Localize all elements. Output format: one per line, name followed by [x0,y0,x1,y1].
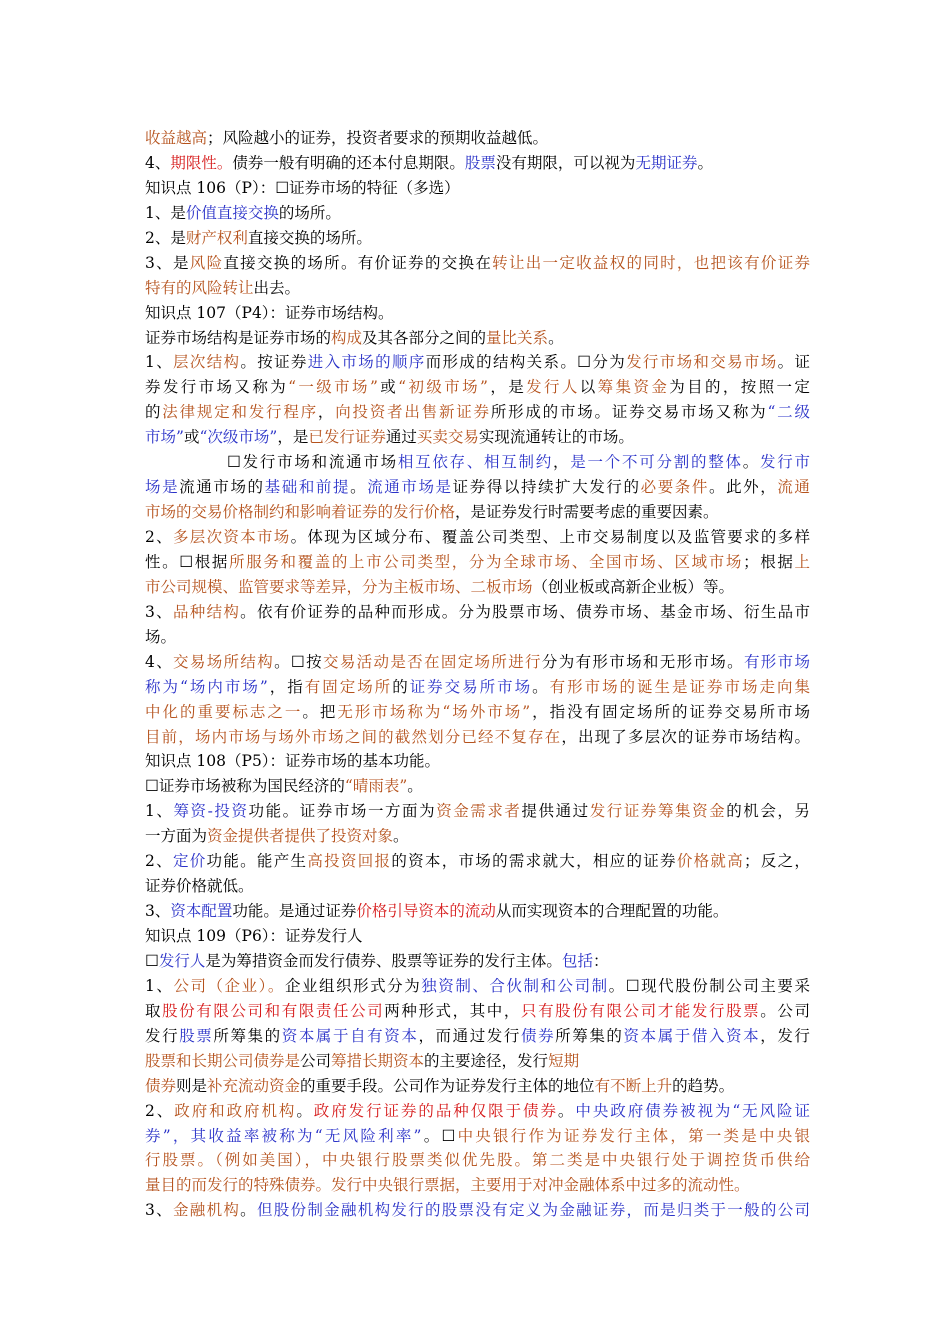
text-line [145,1148,810,1173]
text-segment: 的趋势。 [672,1076,735,1095]
text-segment: 功能。是通过证券 [232,902,357,921]
text-segment: 没有期限，可以视为 [495,153,636,172]
text-segment: 流通市场的 [179,478,265,497]
text-line [145,700,810,725]
text-segment: 财产权利 [185,228,248,247]
text-line [145,176,810,201]
text-segment: 已发行证券 [308,428,386,447]
text-segment: 价格就高 [676,852,745,871]
text-line [145,126,810,151]
text-segment: 2、 [145,528,173,546]
text-line [145,650,810,675]
text-segment: 知识点 109（P6）：证券发行人 [145,927,363,945]
text-line [145,625,810,650]
text-segment: 所形成的市场。证券交易市场又称为 [490,403,768,422]
text-segment: 一方面为 [145,827,208,846]
text-segment: 知识点 106（P）：☐证券市场的特征（多选） [145,178,460,197]
text-segment: ☐ [145,951,159,970]
text-segment: ☐证券市场被称为国民经济的 [145,777,345,796]
text-segment: 分为有形市场和无形市场。 [541,652,744,671]
text-segment: 。公司 [760,1001,810,1020]
text-segment: 。 [240,1201,257,1220]
text-segment: 政府和政府机构 [174,1101,297,1120]
text-segment: 或 [183,428,200,447]
text-segment: 知识点 108（P5）：证券市场的基本功能。 [145,752,441,771]
text-segment: 所筹集的 [213,1026,282,1045]
text-segment: 交易场所结构 [173,652,275,671]
text-segment: 证券交易所市场 [409,677,533,696]
text-segment: 向投资者出售新证券 [335,403,491,422]
text-segment: 有固定场所 [304,677,393,696]
text-segment: 。依有价证券的品种而形成。分为股票市场、债券市场、基金市场、衍生品市 [240,602,810,621]
text-segment: 发行 [145,1026,180,1045]
text-line [145,874,810,899]
text-segment: 法律规定和发行程序 [162,403,318,422]
text-segment: 流通市场是 [367,478,453,497]
text-segment: 3、 [145,902,171,921]
text-segment: 无期证券 [635,153,698,172]
text-segment: 有形市场的诞生是证券市场走向集 [549,677,810,696]
text-segment: 功能。能产生 [206,852,308,871]
text-line [145,525,810,550]
text-segment: 的 [145,403,163,422]
text-segment: 短期 [548,1051,580,1070]
text-segment: 2、 [145,852,173,871]
text-segment: ，是 [277,428,309,447]
text-segment: 。按证券 [240,353,308,372]
text-segment: 必要条件 [640,478,709,497]
text-segment: 相互依存、相互制约 [397,453,554,472]
text-segment: 1、 [145,802,174,821]
text-segment: 资金提供者提供了投资对象 [207,827,394,846]
text-segment: 通过 [385,428,417,447]
text-segment: 有不断上升 [594,1076,673,1095]
text-segment: “一级市场” [288,378,378,397]
text-segment: 或 [377,378,399,397]
text-line [145,301,810,326]
text-segment: 企业组织形式分为 [284,976,422,995]
text-segment: 资本属于借入资本 [623,1026,761,1045]
text-segment: 股票 [464,153,496,172]
text-line [145,600,810,625]
text-line [145,1198,810,1223]
text-segment: 中央政府债券被视为“无风险证 [575,1101,810,1120]
text-segment: 债券 [520,1026,556,1045]
text-segment: 包括 [561,951,593,970]
text-segment: 资金需求者 [436,802,522,821]
text-line [145,201,810,226]
text-segment: 的资本，市场的需求就大，相应的证券 [391,852,677,871]
text-segment: 证券得以持续扩大发行的 [452,478,641,497]
text-segment: 债券一般有明确的还本付息期限。 [232,153,465,172]
text-segment: 多层次资本市场 [172,528,291,546]
text-segment: ，是证券发行时需要考虑的重要因素。 [455,503,719,522]
text-line [145,326,810,351]
text-segment: 的 [392,677,410,696]
text-segment: ；风险越小的证券，投资者要求的预期收益越低。 [207,129,549,147]
text-segment: 实现流通转让的市场。 [478,428,634,447]
text-line [145,400,810,425]
text-segment: 发行市 [759,453,810,472]
text-segment: 。☐按 [274,652,323,671]
text-segment: 。此外， [708,478,778,497]
text-segment: 1、是 [145,203,186,222]
text-segment: 所筹集的 [555,1026,624,1045]
text-segment: 而形成的结构关系。☐分为 [425,353,627,372]
text-segment: 政府发行证券的品种仅限于债券 [313,1101,558,1120]
text-segment: 收益越高 [145,129,208,147]
text-line [145,749,810,774]
text-line [145,1024,810,1049]
text-segment: 提供通过 [521,802,590,821]
text-line [145,725,810,750]
text-segment: 。 [697,153,713,172]
text-segment: 构成 [331,328,363,347]
text-segment: ，出现了多层次的证券市场结构。 [561,727,810,746]
text-segment: 场是 [145,478,180,497]
text-segment: 券发行市场又称为 [145,378,289,397]
text-segment: ；反之， [744,852,810,871]
text-segment: 。 [557,1101,576,1120]
text-segment: 。证 [777,353,810,372]
text-segment: “次级市场” [199,428,278,447]
text-segment: 的主要途径，发行 [424,1051,549,1070]
text-segment: 发行市场和交易市场 [626,353,778,372]
text-segment: 3、是 [145,253,190,272]
text-segment: 直接交换的场所。 [247,228,372,247]
text-line [145,1074,810,1099]
text-segment: 。 [350,478,368,497]
text-segment: 是为筹措资金而发行债券、股票等证券的发行主体。 [205,951,562,970]
text-segment: 2、 [145,1101,175,1120]
text-segment: 两种形式，其中， [384,1001,521,1020]
text-line [145,974,810,999]
text-segment: 有形市场 [743,652,810,671]
text-segment: 发行证券筹集资金 [589,802,727,821]
text-line [145,824,810,849]
text-segment: 。体现为区域分布、覆盖公司类型、上市交易制度以及监管要求的多样 [290,528,810,546]
text-segment: 市场的交易价格制约和影响着证券的发行价格 [145,503,456,522]
text-line [145,774,810,799]
text-line [145,350,810,375]
text-segment: 定价 [172,852,207,871]
text-segment: 公司 [300,1051,332,1070]
text-segment: 转让出一定收益权的同时，也把该有价证券 [492,253,810,272]
text-segment: 性。☐根据 [145,552,230,571]
text-line [145,475,810,500]
text-line [145,1049,810,1074]
text-segment: 只有股份有限公司才能发行股票 [521,1001,761,1020]
text-segment: 流通 [777,478,810,497]
text-segment: 资本属于自有资本 [281,1026,419,1045]
text-segment: 2、是 [145,228,186,247]
text-segment: 交易活动是否在固定场所进行 [323,652,542,671]
text-line [145,1173,810,1198]
text-line [145,999,810,1024]
text-segment: ，指 [267,677,305,696]
text-segment: 是一个不可分割的整体 [570,453,743,472]
text-segment: 的机会，另 [726,802,810,821]
text-segment: ， [553,453,571,472]
text-segment: 场。 [145,627,177,646]
document-page [145,126,810,1223]
text-segment: 3、 [145,602,173,621]
text-segment: 股份有限公司和有限责任公司 [162,1001,385,1020]
text-segment: ☐发行市场和流通市场 [227,453,398,472]
text-segment: 。 [742,453,760,472]
text-segment: 债券 [145,1076,177,1095]
text-line [145,675,810,700]
text-line [145,276,810,301]
text-segment: 筹措长期资本 [331,1051,425,1070]
text-line [145,226,810,251]
text-segment: 3、 [145,1201,173,1220]
text-segment: 目前，场内市场与场外市场之间的截然划分已经不复存在 [145,727,562,746]
text-segment: 1、 [145,353,174,372]
text-segment: 行股票。（例如美国），中央银行股票类似优先股。第二类是中央银行处于调控货币供给 [145,1151,810,1170]
text-segment: 直接交换的场所。有价证券的交换在 [223,253,493,272]
text-line [145,899,810,924]
text-segment: 券”，其收益率被称为“无风险利率” [145,1126,422,1145]
text-segment: 。 [532,677,550,696]
text-segment: 发行人 [526,378,580,397]
text-segment: “晴雨表” [344,777,408,796]
text-segment: 为目的，按照一定 [669,378,810,397]
text-segment: 高投资回报 [307,852,392,871]
text-line [145,450,810,475]
text-segment: 独资制、合伙制和公司制 [421,976,609,995]
text-segment: 的重要手段。公司作为证券发行主体的地位 [300,1076,595,1095]
text-segment: 。 [548,328,564,347]
text-segment: 层次结构 [173,353,241,372]
text-segment: 4、 [145,153,171,172]
text-segment: 量目的而发行的特殊债券。发行中央银行票据，主要用于对冲金融体系中过多的流动性。 [145,1176,750,1195]
text-segment: 的场所。 [278,203,341,222]
text-segment: 筹集资金 [597,378,670,397]
text-line [145,550,810,575]
text-segment: 上 [794,552,810,571]
text-segment: 1、 [145,976,174,995]
text-segment: 所服务和覆盖的上市公司类型，分为全球市场、全国市场、区域市场 [229,552,744,571]
text-segment: 期限性。 [170,153,233,172]
text-segment: “二级 [767,403,810,422]
text-segment: 品种结构 [172,602,241,621]
text-segment: 。 [296,1101,314,1120]
text-segment: 中化的重要标志之一 [145,702,303,721]
text-segment: 市公司规模、监管要求等差异，分为主板市场、二板市场 [145,577,533,596]
text-segment: （创业板或高新企业板）等。 [532,577,735,596]
text-line [145,575,810,600]
text-segment: ；根据 [743,552,795,571]
text-segment: 买卖交易 [416,428,479,447]
text-segment: 发行人 [158,951,206,970]
text-segment: 基础和前提 [264,478,351,497]
text-segment: 量比关系 [486,328,549,347]
text-segment: ，指没有固定场所的证券交易所市场 [530,702,810,721]
text-segment: 股票 [179,1026,214,1045]
text-segment: 价格引导资本的流动 [356,902,496,921]
text-segment: 市场” [145,428,184,447]
text-segment: 则是 [176,1076,208,1095]
text-segment: 4、 [145,652,174,671]
text-segment: 资本配置 [170,902,233,921]
text-segment: 。把 [302,702,338,721]
text-line [145,949,810,974]
text-segment: 及其各部分之间的 [362,328,487,347]
text-segment: 取 [145,1001,163,1020]
text-line [145,375,810,400]
text-segment: ，发行 [760,1026,810,1045]
text-segment: 金融机构 [172,1201,241,1220]
text-segment: “初级市场” [398,378,488,397]
text-segment: 价值直接交换 [185,203,279,222]
text-segment: ， [317,403,336,422]
text-line [145,924,810,949]
text-line [145,849,810,874]
text-segment: 。 [407,777,423,796]
text-segment: 筹资-投资 [173,802,249,821]
text-segment: 。☐ [421,1126,456,1145]
text-segment: 股票和长期公司债券是 [145,1051,301,1070]
text-segment: 以 [579,378,598,397]
text-segment: 。☐现代股份制公司主要采 [608,976,810,995]
text-segment: 功能。证券市场一方面为 [248,802,437,821]
text-segment: 进入市场的顺序 [307,353,426,372]
text-segment: 证券价格就低。 [145,877,254,896]
text-segment: 知识点 107（P4）：证券市场结构。 [145,303,394,322]
text-segment: 称为“场内市场” [145,677,268,696]
text-segment: 从而实现资本的合理配置的功能。 [495,902,729,921]
text-segment: 风险 [189,253,224,272]
text-segment: 中央银行作为证券发行主体，第一类是中央银 [455,1126,810,1145]
text-line [145,500,810,525]
text-segment: ，是 [487,378,527,397]
text-segment: 。 [393,827,409,846]
text-segment: 无形市场称为“场外市场” [337,702,531,721]
text-line [145,151,810,176]
text-segment: 但股份制金融机构发行的股票没有定义为金融证券，而是归类于一般的公司 [256,1201,810,1220]
text-line [145,425,810,450]
text-segment: ： [592,951,609,970]
text-line [145,799,810,824]
text-segment: 出去。 [253,278,301,297]
text-segment: 补充流动资金 [207,1076,301,1095]
text-segment: 特有的风险转让 [145,278,254,297]
text-line [145,1124,810,1149]
text-segment: ，而通过发行 [418,1026,521,1045]
text-segment: 公司（企业）。 [173,976,285,995]
text-line [145,1099,810,1124]
text-line [145,251,810,276]
text-segment: 证券市场结构是证券市场的 [145,328,332,347]
